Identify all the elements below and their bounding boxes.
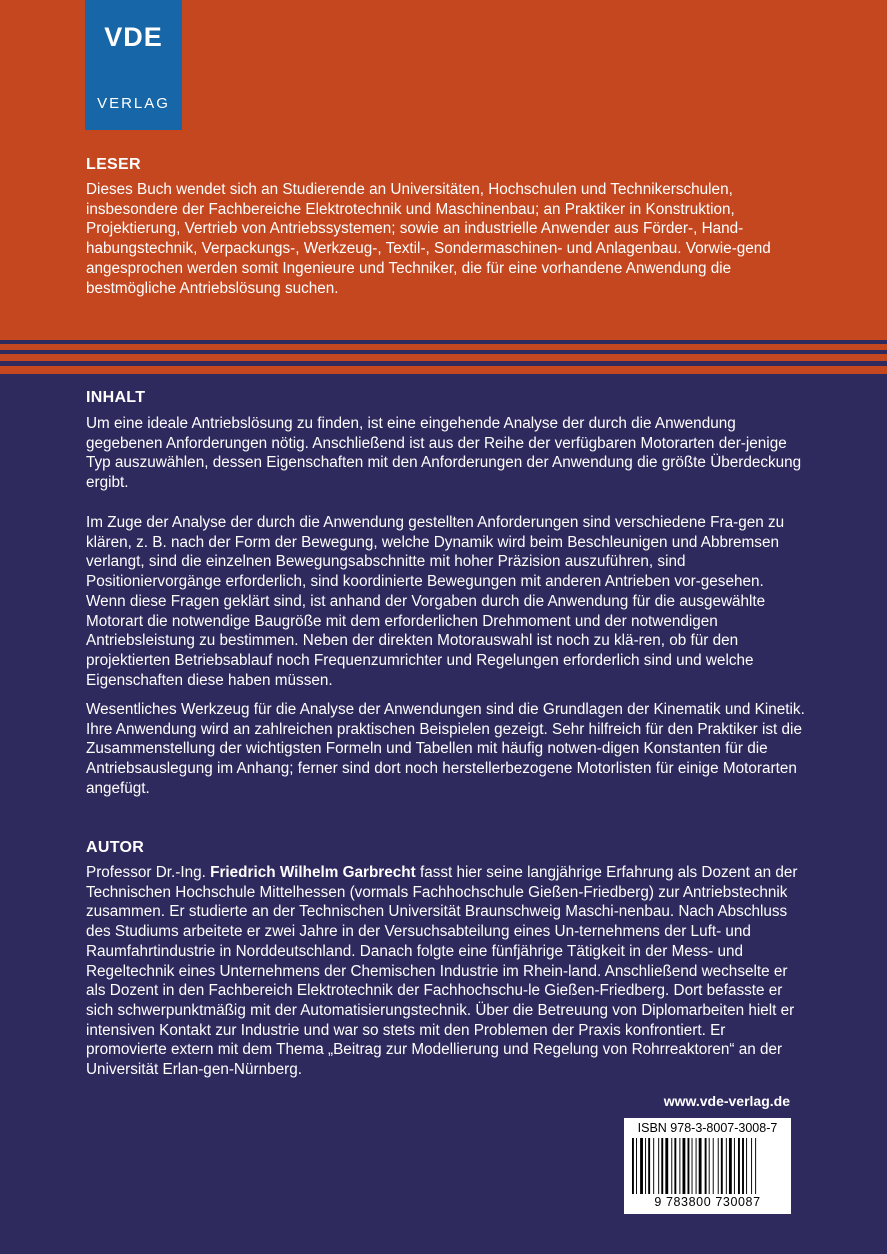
publisher-logo[interactable] <box>85 0 182 130</box>
autor-prefix: Professor Dr.-Ing. <box>86 864 206 881</box>
stripe <box>0 340 887 344</box>
inhalt-paragraph-3: Wesentliches Werkzeug für die Analyse der Anwendungen sind die Grundlagen der Kinematik und Kinetik. Ihre Anwendung wird an zahlreichen praktischen Beispielen gezeigt. Sehr hilfreich für den Praktiker ist die Zusammenstellung der wichtigsten Formeln und Tabellen mit häufig notwen-digen Konstanten für die Antriebsauslegung im Anhang; ferner sind dort noch herstellerbezogene Motorlisten für einige Motorarten angefügt. <box>86 701 805 797</box>
barcode-bar <box>709 1138 710 1194</box>
barcode-bar <box>718 1138 719 1194</box>
barcode-bar <box>713 1138 714 1194</box>
autor-name: Friedrich Wilhelm Garbrecht <box>210 864 416 881</box>
barcode-bars <box>630 1138 786 1194</box>
barcode-bar <box>746 1138 747 1194</box>
barcode-bar <box>705 1138 707 1194</box>
stripe <box>0 350 887 354</box>
leser-text: Dieses Buch wendet sich an Studierende an Universitäten, Hochschulen und Technikerschulen, insbesondere der Fachbereiche Elektrotechnik und Maschinenbau; an Praktiker in Konstruktion, Projektierung, Vertrieb von Antriebssystemen; sowie an industrielle Anwender aus Förder-, Hand-habungstechnik, Verpackungs-, Werkzeug-, Textil-, Sondermaschinen- und Anlagenbau. Vorwie-gend angesprochen werden somit Ingenieure und Techniker, die für eine vorhandene Anwendung die bestmögliche Antriebslösung suchen. <box>86 181 771 297</box>
website-link[interactable]: www.vde-verlag.de <box>663 1093 790 1109</box>
inhalt-heading: INHALT <box>86 389 146 406</box>
barcode-bar <box>648 1138 650 1194</box>
barcode-bar <box>640 1138 643 1194</box>
leser-heading: LESER <box>86 156 141 173</box>
barcode-bar <box>671 1138 672 1194</box>
autor-heading: AUTOR <box>86 839 145 856</box>
barcode-bar <box>729 1138 732 1194</box>
inhalt-paragraph-1: Um eine ideale Antriebslösung zu finden, ist eine eingehende Analyse der durch die Anwendung gegebenen Anforderungen nötig. Anschließend ist aus der Reihe der verfügbaren Motorarten der-jenige Typ auszuwählen, dessen Eigenschaften mit den Anforderungen der Anwendung die größte Überdeckung ergibt. <box>86 415 802 492</box>
divider-stripes <box>0 338 887 374</box>
barcode-bar <box>679 1138 680 1194</box>
barcode-bar <box>734 1138 735 1194</box>
barcode-bar <box>751 1138 752 1194</box>
barcode-bar <box>721 1138 723 1194</box>
barcode-digits: 9 783800 730087 <box>654 1195 761 1209</box>
barcode-bar <box>692 1138 693 1194</box>
stripe <box>0 361 887 366</box>
barcode-bar <box>738 1138 740 1194</box>
barcode-bar <box>699 1138 702 1194</box>
autor-text <box>86 863 806 1080</box>
barcode-bar <box>674 1138 676 1194</box>
autor-body: fasst hier seine langjährige Erfahrung als Dozent an der Technischen Hochschule Mittelhessen (vormals Fachhochschule Gießen-Friedberg) zur Antriebstechnik zusammen. Er studierte an der Technischen Universität Braunschweig Maschi-nenbau. Nach Abschluss des Studiums arbeitete er zwei Jahre in der Versuchsabteilung eines Un-ternehmens der Luft- und Raumfahrtindustrie in Norddeutschland. Danach folgte eine fünfjährige Tätigkeit in der Mess- und Regeltechnik eines Unternehmens der Chemischen Industrie im Rhein-land. Anschließend wechselte er als Dozent in den Fachbereich Elektrotechnik der Fachhochschu-le Gießen-Friedberg. Dort befasste er sich schwerpunktmäßig mit der Automatisierungstechnik. Über die Betreuung von Diplomarbeiten hielt er intensiven Kontakt zur Industrie und war so stets mit den Problemen der Praxis konfrontiert. Er promovierte extern mit dem Thema „Beitrag zur Modellierung und Regelung von Rohrreaktoren“ an der Universität Erlan-gen-Nürnberg. <box>86 864 798 1079</box>
barcode-bar <box>688 1138 690 1194</box>
barcode-bar <box>665 1138 668 1194</box>
logo-sub-text: VERLAG <box>97 95 170 112</box>
barcode-bar <box>661 1138 663 1194</box>
barcode-bar <box>755 1138 756 1194</box>
barcode-bar <box>726 1138 727 1194</box>
barcode-bar <box>632 1138 634 1194</box>
barcode-bar <box>645 1138 646 1194</box>
isbn-label: ISBN 978-3-8007-3008-7 <box>637 1121 778 1135</box>
barcode-bar <box>653 1138 654 1194</box>
inhalt-paragraph-2: Im Zuge der Analyse der durch die Anwendung gestellten Anforderungen sind verschiedene Fra-gen zu klären, z. B. nach der Form der Bewegung, welche Dynamik wird beim Beschleunigen und Abbremsen verlangt, sind die einzelnen Bewegungsabschnitte mit hoher Präzision auszuführen, sind Positioniervorgänge erforderlich, sind koordinierte Bewegungen mit anderen Antrieben vor-gesehen. Wenn diese Fragen geklärt sind, ist anhand der Vorgaben durch die Anwendung für die ausgewählte Motorart die notwendige Baugröße mit dem erforderlichen Drehmoment und der notwendigen Antriebsleistung zu bestimmen. Neben der direkten Motorauswahl ist noch zu klä-ren, ob für den projektierten Betriebsablauf noch Frequenzumrichter und Regelungen erforderlich sind und welche Eigenschaften diese haben müssen. <box>86 514 785 689</box>
barcode <box>624 1118 791 1214</box>
barcode-bar <box>742 1138 744 1194</box>
barcode-bar <box>658 1138 659 1194</box>
barcode-bar <box>683 1138 686 1194</box>
barcode-bar <box>636 1138 637 1194</box>
barcode-bar <box>696 1138 697 1194</box>
logo-main-text: VDE <box>104 22 163 52</box>
